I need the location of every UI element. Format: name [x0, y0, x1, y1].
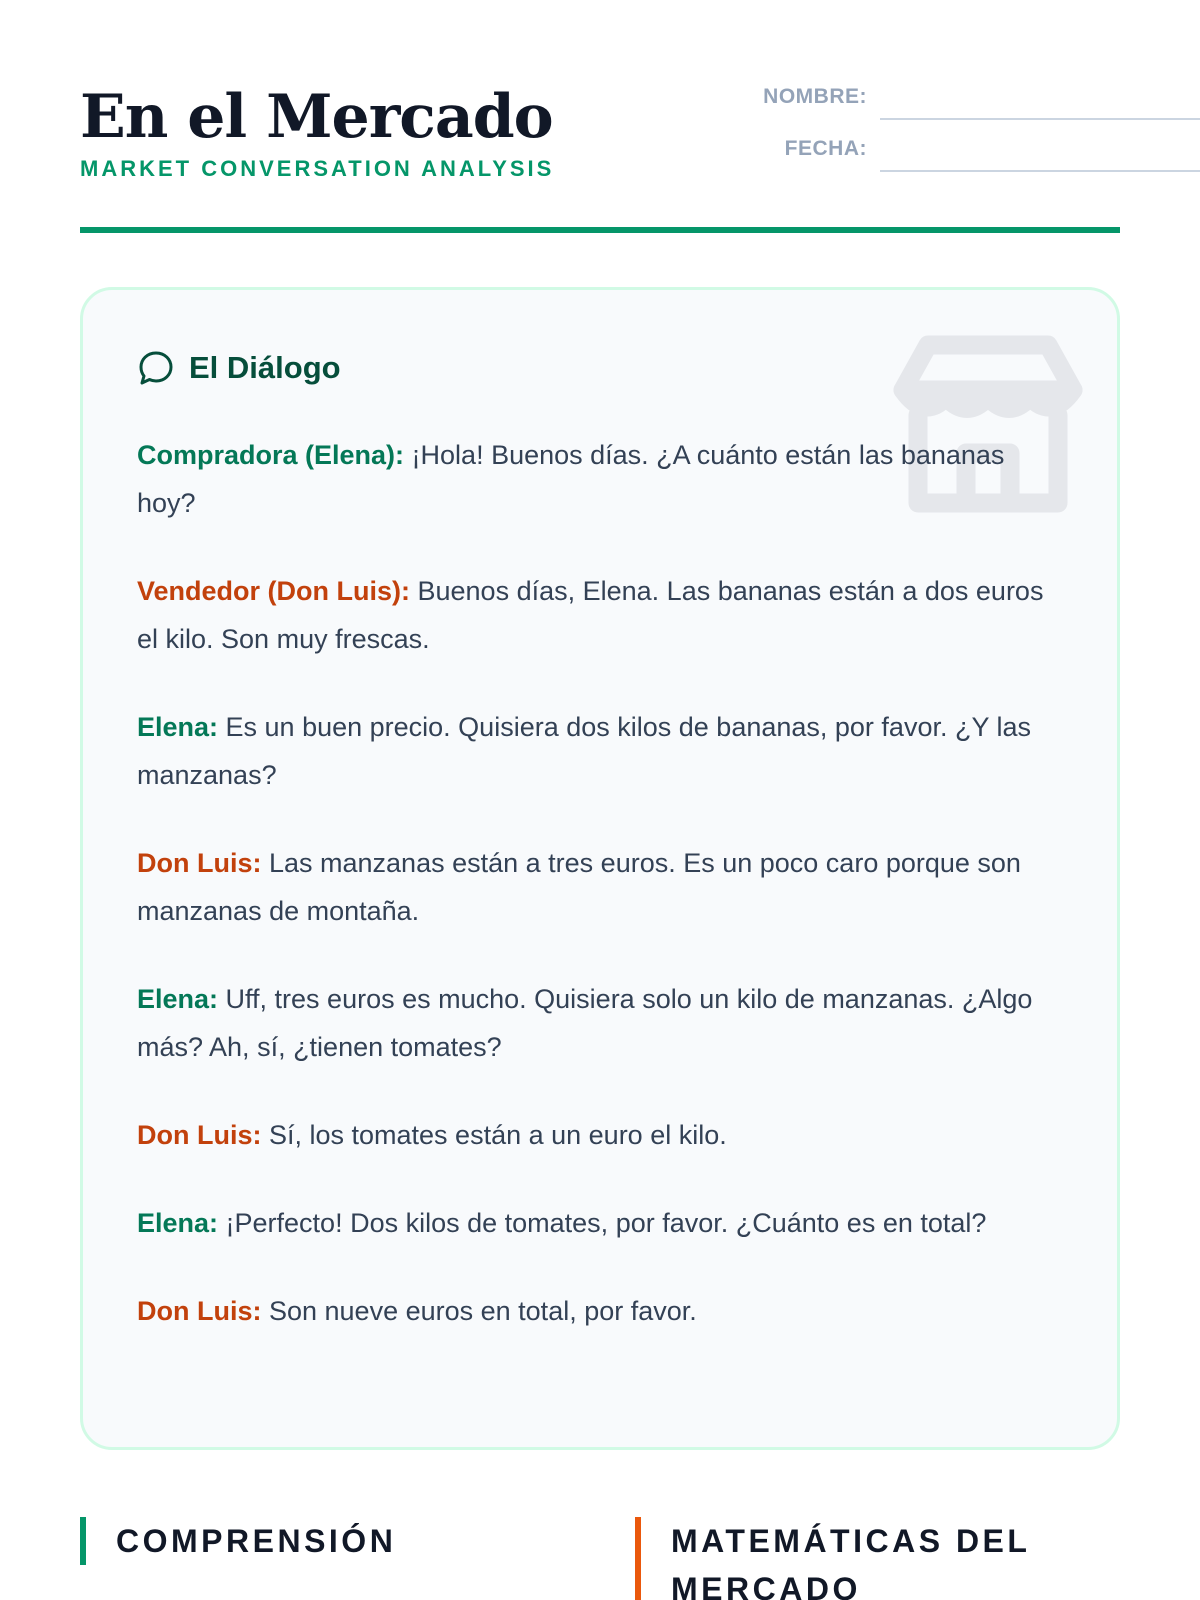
dialogue-text: Sí, los tomates están a un euro el kilo. [261, 1120, 727, 1150]
name-field[interactable] [640, 80, 1120, 120]
dialogue-line [137, 1111, 1067, 1159]
speaker-label: Don Luis: [137, 1120, 262, 1150]
dialogue-lines [137, 431, 1067, 1335]
market-math-heading: MATEMÁTICAS DEL MERCADO [671, 1523, 1030, 1600]
dialogue-text: Buenos días, Elena. Las bananas están a dos euros el kilo. Son muy frescas. [137, 576, 1044, 654]
page-title: En el Mercado [80, 82, 553, 152]
date-field[interactable] [640, 132, 1120, 172]
dialogue-line [137, 1287, 1067, 1335]
dialogue-text: ¡Perfecto! Dos kilos de tomates, por favor. ¿Cuánto es en total? [218, 1208, 987, 1238]
dialogue-line [137, 703, 1067, 799]
dialogue-text: Son nueve euros en total, por favor. [261, 1296, 697, 1326]
dialogue-text: Es un buen precio. Quisiera dos kilos de bananas, por favor. ¿Y las manzanas? [137, 712, 1031, 790]
speaker-label: Compradora (Elena): [137, 440, 405, 470]
speaker-label: Elena: [137, 712, 219, 742]
speaker-label: Elena: [137, 984, 219, 1014]
dialogue-line [137, 1199, 1067, 1247]
page-subtitle: MARKET CONVERSATION ANALYSIS [80, 156, 555, 181]
dialogue-text: Uff, tres euros es mucho. Quisiera solo un kilo de manzanas. ¿Algo más? Ah, sí, ¿tienen tomates? [137, 984, 1033, 1062]
name-label: NOMBRE: [763, 85, 867, 108]
comprehension-section [80, 1517, 560, 1565]
name-line[interactable] [880, 118, 1200, 120]
market-math-section [635, 1517, 1120, 1600]
speaker-label: Don Luis: [137, 848, 262, 878]
worksheet-header [80, 0, 1120, 235]
dialogue-line [137, 839, 1067, 935]
speaker-label: Elena: [137, 1208, 219, 1238]
chat-bubble-icon [137, 349, 175, 387]
dialogue-text: ¡Hola! Buenos días. ¿A cuánto están las bananas hoy? [137, 440, 1005, 518]
dialogue-line [137, 975, 1067, 1071]
speaker-label: Don Luis: [137, 1296, 262, 1326]
comprehension-heading: COMPRENSIÓN [116, 1523, 397, 1559]
dialogue-line [137, 567, 1067, 663]
dialogue-heading [137, 348, 341, 388]
dialogue-text: Las manzanas están a tres euros. Es un poco caro porque son manzanas de montaña. [137, 848, 1021, 926]
date-line[interactable] [880, 170, 1200, 172]
dialogue-title: El Diálogo [189, 350, 341, 385]
date-label: FECHA: [784, 137, 867, 160]
dialogue-line [137, 431, 1067, 527]
speaker-label: Vendedor (Don Luis): [137, 576, 410, 606]
header-divider [80, 227, 1120, 233]
worksheet-page [80, 0, 1120, 1600]
dialogue-card [80, 287, 1120, 1450]
